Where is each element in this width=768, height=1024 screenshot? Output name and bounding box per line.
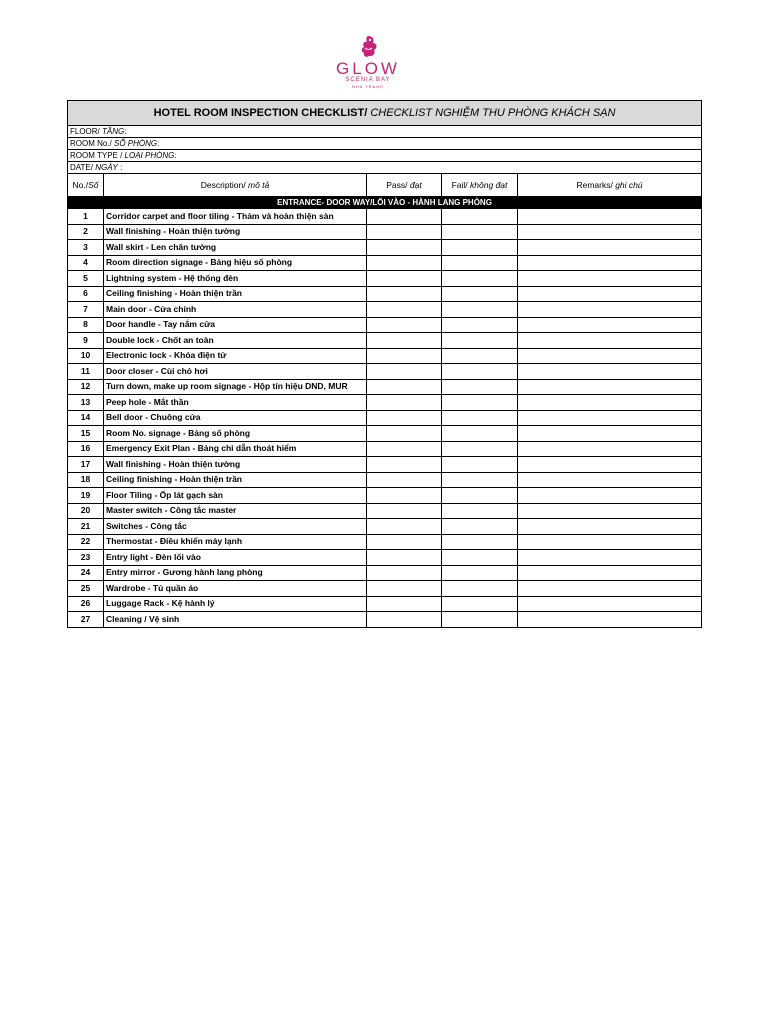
checklist-row [68, 410, 702, 426]
checklist-row [68, 441, 702, 457]
checklist-row [68, 581, 702, 597]
checklist-row [68, 519, 702, 535]
item-description: Cleaning / Vệ sinh [104, 612, 367, 628]
item-number: 2 [68, 224, 104, 240]
item-number: 27 [68, 612, 104, 628]
pass-cell[interactable] [367, 581, 442, 597]
item-number: 26 [68, 596, 104, 612]
pass-cell[interactable] [367, 286, 442, 302]
item-description: Wall finishing - Hoàn thiện tường [104, 457, 367, 473]
fail-cell[interactable] [442, 550, 518, 566]
checklist-row [68, 472, 702, 488]
header-remarks: Remarks/ ghi chú [518, 174, 702, 197]
item-description: Emergency Exit Plan - Bảng chỉ dẫn thoát hiểm [104, 441, 367, 457]
item-number: 13 [68, 395, 104, 411]
item-number: 19 [68, 488, 104, 504]
checklist-row [68, 534, 702, 550]
fail-cell[interactable] [442, 426, 518, 442]
pass-cell[interactable] [367, 348, 442, 364]
remarks-cell[interactable] [518, 488, 702, 504]
brand-sub: SCENIA BAY [345, 77, 391, 83]
pass-cell[interactable] [367, 596, 442, 612]
checklist-row [68, 209, 702, 225]
fail-cell[interactable] [442, 488, 518, 504]
remarks-cell[interactable] [518, 209, 702, 225]
pass-cell[interactable] [367, 472, 442, 488]
pass-cell[interactable] [367, 240, 442, 256]
checklist-row [68, 457, 702, 473]
checklist-row [68, 224, 702, 240]
remarks-cell[interactable] [518, 317, 702, 333]
remarks-cell[interactable] [518, 224, 702, 240]
fail-cell[interactable] [442, 240, 518, 256]
item-description: Room No. signage - Bảng số phòng [104, 426, 367, 442]
pass-cell[interactable] [367, 457, 442, 473]
fail-cell[interactable] [442, 286, 518, 302]
checklist-row [68, 302, 702, 318]
item-number: 23 [68, 550, 104, 566]
title-en: HOTEL ROOM INSPECTION CHECKLIST/ [153, 106, 371, 119]
floor-field[interactable]: FLOOR/ TẦNG: [68, 126, 702, 138]
pass-cell[interactable] [367, 317, 442, 333]
item-description: Ceiling finishing - Hoàn thiện trần [104, 286, 367, 302]
pass-cell[interactable] [367, 255, 442, 271]
pass-cell[interactable] [367, 612, 442, 628]
room-type-field[interactable]: ROOM TYPE / LOẠI PHÒNG: [68, 150, 702, 162]
checklist-row [68, 333, 702, 349]
item-number: 22 [68, 534, 104, 550]
item-number: 16 [68, 441, 104, 457]
pass-cell[interactable] [367, 565, 442, 581]
header-pass: Pass/ đạt [367, 174, 442, 197]
fail-cell[interactable] [442, 224, 518, 240]
item-number: 6 [68, 286, 104, 302]
remarks-cell[interactable] [518, 379, 702, 395]
item-number: 1 [68, 209, 104, 225]
item-number: 24 [68, 565, 104, 581]
item-description: Master switch - Công tắc master [104, 503, 367, 519]
checklist-row [68, 426, 702, 442]
item-description: Bell door - Chuông cửa [104, 410, 367, 426]
fail-cell[interactable] [442, 379, 518, 395]
fail-cell[interactable] [442, 348, 518, 364]
fail-cell[interactable] [442, 395, 518, 411]
pass-cell[interactable] [367, 426, 442, 442]
item-number: 12 [68, 379, 104, 395]
checklist-row [68, 612, 702, 628]
checklist-row [68, 364, 702, 380]
checklist-row [68, 286, 702, 302]
remarks-cell[interactable] [518, 395, 702, 411]
fail-cell[interactable] [442, 209, 518, 225]
pass-cell[interactable] [367, 302, 442, 318]
item-description: Room direction signage - Bảng hiệu số phòng [104, 255, 367, 271]
remarks-cell[interactable] [518, 364, 702, 380]
fail-cell[interactable] [442, 596, 518, 612]
item-description: Door closer - Cùi chỏ hơi [104, 364, 367, 380]
header-fail: Fail/ không đạt [442, 174, 518, 197]
item-description: Luggage Rack - Kệ hành lý [104, 596, 367, 612]
remarks-cell[interactable] [518, 534, 702, 550]
pass-cell[interactable] [367, 209, 442, 225]
item-description: Entry light - Đèn lối vào [104, 550, 367, 566]
remarks-cell[interactable] [518, 550, 702, 566]
checklist-title [68, 101, 702, 126]
item-description: Double lock - Chốt an toàn [104, 333, 367, 349]
checklist-row [68, 379, 702, 395]
item-description: Lightning system - Hệ thống đèn [104, 271, 367, 287]
item-number: 11 [68, 364, 104, 380]
pass-cell[interactable] [367, 379, 442, 395]
item-description: Entry mirror - Gương hành lang phòng [104, 565, 367, 581]
fail-cell[interactable] [442, 302, 518, 318]
item-description: Wall skirt - Len chân tường [104, 240, 367, 256]
item-number: 3 [68, 240, 104, 256]
brand-location: NHA TRANG [351, 84, 385, 89]
date-field[interactable]: DATE/ NGÀY : [68, 162, 702, 174]
fail-cell[interactable] [442, 519, 518, 535]
checklist-row [68, 271, 702, 287]
item-number: 10 [68, 348, 104, 364]
checklist-row [68, 565, 702, 581]
checklist-row [68, 488, 702, 504]
item-description: Thermostat - Điều khiển máy lạnh [104, 534, 367, 550]
item-description: Electronic lock - Khóa điện tử [104, 348, 367, 364]
fail-cell[interactable] [442, 612, 518, 628]
column-header-row [68, 174, 702, 197]
item-number: 18 [68, 472, 104, 488]
item-number: 21 [68, 519, 104, 535]
fail-cell[interactable] [442, 457, 518, 473]
remarks-cell[interactable] [518, 565, 702, 581]
pass-cell[interactable] [367, 519, 442, 535]
remarks-cell[interactable] [518, 426, 702, 442]
fail-cell[interactable] [442, 565, 518, 581]
remarks-cell[interactable] [518, 612, 702, 628]
item-description: Floor Tiling - Ốp lát gạch sàn [104, 488, 367, 504]
item-description: Wardrobe - Tủ quần áo [104, 581, 367, 597]
item-number: 15 [68, 426, 104, 442]
brand-logo [328, 34, 408, 96]
remarks-cell[interactable] [518, 503, 702, 519]
fail-cell[interactable] [442, 581, 518, 597]
remarks-cell[interactable] [518, 410, 702, 426]
remarks-cell[interactable] [518, 519, 702, 535]
checklist-row [68, 550, 702, 566]
remarks-cell[interactable] [518, 286, 702, 302]
fail-cell[interactable] [442, 333, 518, 349]
pass-cell[interactable] [367, 488, 442, 504]
remarks-cell[interactable] [518, 596, 702, 612]
pass-cell[interactable] [367, 534, 442, 550]
fail-cell[interactable] [442, 364, 518, 380]
remarks-cell[interactable] [518, 457, 702, 473]
item-description: Ceiling finishing - Hoàn thiện trần [104, 472, 367, 488]
fail-cell[interactable] [442, 271, 518, 287]
pass-cell[interactable] [367, 395, 442, 411]
remarks-cell[interactable] [518, 441, 702, 457]
item-description: Turn down, make up room signage - Hộp tín hiệu DND, MUR [104, 379, 367, 395]
room-number-field[interactable]: ROOM No./ SỐ PHÒNG: [68, 138, 702, 150]
remarks-cell[interactable] [518, 255, 702, 271]
item-number: 7 [68, 302, 104, 318]
remarks-cell[interactable] [518, 472, 702, 488]
checklist-row [68, 503, 702, 519]
item-number: 8 [68, 317, 104, 333]
remarks-cell[interactable] [518, 348, 702, 364]
item-number: 5 [68, 271, 104, 287]
checklist-row [68, 395, 702, 411]
fail-cell[interactable] [442, 255, 518, 271]
item-number: 4 [68, 255, 104, 271]
checklist-row [68, 240, 702, 256]
title-vi: CHECKLIST NGHIỆM THU PHÒNG KHÁCH SẠN [370, 106, 616, 119]
item-description: Door handle - Tay nắm cửa [104, 317, 367, 333]
fail-cell[interactable] [442, 317, 518, 333]
remarks-cell[interactable] [518, 333, 702, 349]
fail-cell[interactable] [442, 472, 518, 488]
fail-cell[interactable] [442, 410, 518, 426]
brand-name: GLOW [336, 59, 400, 78]
remarks-cell[interactable] [518, 302, 702, 318]
checklist-row [68, 255, 702, 271]
checklist-row [68, 317, 702, 333]
item-number: 20 [68, 503, 104, 519]
pass-cell[interactable] [367, 410, 442, 426]
section-header-row [68, 197, 702, 209]
pass-cell[interactable] [367, 550, 442, 566]
header-no: No./Số [68, 174, 104, 197]
pass-cell[interactable] [367, 503, 442, 519]
item-number: 14 [68, 410, 104, 426]
inspection-checklist-table [67, 100, 702, 628]
header-description: Description/ mô tả [104, 174, 367, 197]
item-number: 9 [68, 333, 104, 349]
seahorse-logo-icon [355, 34, 381, 60]
item-number: 25 [68, 581, 104, 597]
remarks-cell[interactable] [518, 271, 702, 287]
pass-cell[interactable] [367, 333, 442, 349]
checklist-row [68, 596, 702, 612]
remarks-cell[interactable] [518, 581, 702, 597]
pass-cell[interactable] [367, 271, 442, 287]
remarks-cell[interactable] [518, 240, 702, 256]
fail-cell[interactable] [442, 534, 518, 550]
fail-cell[interactable] [442, 441, 518, 457]
item-number: 17 [68, 457, 104, 473]
item-description: Wall finishing - Hoàn thiện tường [104, 224, 367, 240]
pass-cell[interactable] [367, 224, 442, 240]
pass-cell[interactable] [367, 364, 442, 380]
pass-cell[interactable] [367, 441, 442, 457]
item-description: Switches - Công tắc [104, 519, 367, 535]
section-title: ENTRANCE- DOOR WAY/LỐI VÀO - HÀNH LANG PHÒNG [68, 197, 702, 209]
item-description: Main door - Cửa chính [104, 302, 367, 318]
item-description: Corridor carpet and floor tiling - Thảm và hoàn thiện sàn [104, 209, 367, 225]
item-description: Peep hole - Mắt thần [104, 395, 367, 411]
checklist-row [68, 348, 702, 364]
fail-cell[interactable] [442, 503, 518, 519]
